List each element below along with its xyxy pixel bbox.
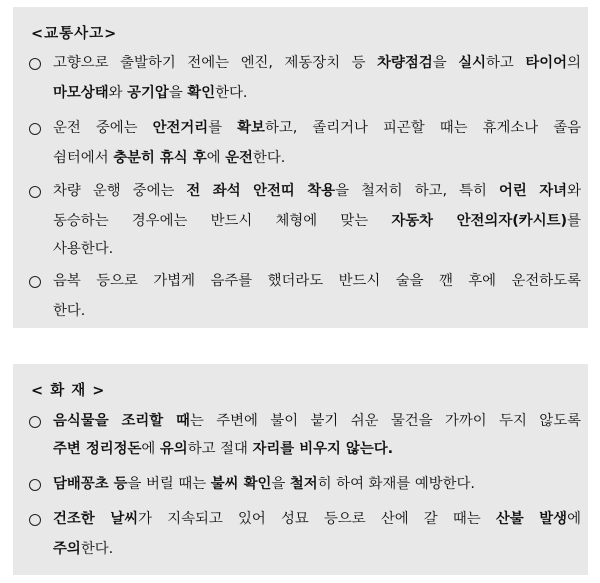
emphasis-text: 타이어 <box>525 55 568 71</box>
body-text: 와 <box>567 183 581 199</box>
bullet-circle-icon <box>29 479 41 491</box>
body-text: 와 <box>108 85 128 101</box>
emphasis-text: 안전거리 <box>152 120 209 136</box>
body-text: 을 <box>168 85 188 101</box>
traffic-item-2-line-2 <box>53 148 581 168</box>
body-text: 한다. <box>215 85 248 101</box>
body-text: 에 <box>206 150 226 166</box>
emphasis-text: 자리를 비우지 않는다. <box>252 441 394 457</box>
body-text: 사용한다. <box>53 241 114 257</box>
traffic-item-3-line-3 <box>53 239 581 259</box>
emphasis-text: 자동차 안전의자(카시트) <box>391 213 568 229</box>
fire-item-1-line-1 <box>53 411 581 431</box>
emphasis-text: 실시 <box>458 55 487 71</box>
emphasis-text: 차량점검 <box>377 55 433 71</box>
body-text: 동승하는 경우에는 반드시 체형에 맞는 <box>53 213 392 229</box>
body-text: 한다. <box>53 303 86 319</box>
body-text: 가 지속되고 있어 성묘 등으로 산에 갈 때는 <box>138 511 496 527</box>
body-text: 를 <box>208 120 238 136</box>
emphasis-text: 운전 <box>225 150 253 166</box>
body-text: 의 <box>567 55 581 71</box>
traffic-item-2-line-1 <box>53 118 581 138</box>
body-text: 하고, 졸리거나 피곤할 때는 휴게소나 졸음 <box>264 120 581 136</box>
body-text: 차량 운행 중에는 <box>53 183 187 199</box>
emphasis-text: 철저 <box>289 476 318 492</box>
emphasis-text: 불씨 확인 <box>210 476 272 492</box>
body-text: 음복 등으로 가볍게 음주를 했더라도 반드시 술을 깬 후에 운전하도록 <box>53 273 581 289</box>
body-text: 을 <box>271 476 290 492</box>
body-text: 는 주변에 불이 붙기 쉬운 물건을 가까이 두지 않도록 <box>189 413 582 429</box>
bullet-circle-icon <box>29 123 41 135</box>
fire-item-2-line-1 <box>53 474 581 494</box>
emphasis-text: 주의 <box>53 541 81 557</box>
fire-item-3-line-1 <box>53 509 581 529</box>
emphasis-text: 건조한 날씨 <box>53 511 139 527</box>
fire-item-3-line-2 <box>53 539 581 559</box>
body-text: 을 <box>432 55 459 71</box>
emphasis-text: 충분히 휴식 후 <box>113 150 207 166</box>
emphasis-text: 확보 <box>237 120 265 136</box>
emphasis-text: 주변 정리정돈 <box>53 441 142 457</box>
emphasis-text: 음식물을 조리할 때 <box>53 413 190 429</box>
bullet-circle-icon <box>29 514 41 526</box>
traffic-item-4-line-1 <box>53 271 581 291</box>
bullet-circle-icon <box>29 416 41 428</box>
body-text: 에 <box>567 511 581 527</box>
body-text: 를 <box>567 213 581 229</box>
bullet-circle-icon <box>29 276 41 288</box>
body-text: 을 버릴 때는 <box>127 476 211 492</box>
body-text: 한다. <box>252 150 286 166</box>
emphasis-text: 담배꽁초 등 <box>53 476 128 492</box>
traffic-item-1-line-1 <box>53 53 581 73</box>
bullet-circle-icon <box>29 58 41 70</box>
fire-box <box>13 364 588 575</box>
emphasis-text: 유의 <box>159 441 188 457</box>
traffic-accident-box <box>13 7 588 328</box>
body-text: 에 <box>141 441 160 457</box>
emphasis-text: 산불 발생 <box>495 511 568 527</box>
body-text: 하고 <box>486 55 526 71</box>
emphasis-text: 전 좌석 안전띠 착용 <box>186 183 336 199</box>
body-text: 쉼터에서 <box>53 150 114 166</box>
traffic-item-4-line-2 <box>53 301 581 321</box>
fire-heading: < 화 재 > <box>31 383 106 399</box>
emphasis-text: 마모상태 <box>53 85 109 101</box>
traffic-item-3-line-2 <box>53 211 581 231</box>
emphasis-text: 확인 <box>187 85 216 101</box>
body-text: 운전 중에는 <box>53 120 153 136</box>
fire-item-1-line-2 <box>53 439 581 459</box>
body-text: 한다. <box>80 541 114 557</box>
bullet-circle-icon <box>29 186 41 198</box>
traffic-item-3-line-1 <box>53 181 581 201</box>
body-text: 고향으로 출발하기 전에는 엔진, 제동장치 등 <box>53 55 378 71</box>
body-text: 하고 절대 <box>187 441 253 457</box>
body-text: 을 철저히 하고, 특히 <box>335 183 499 199</box>
traffic-heading: <교통사고> <box>31 26 118 42</box>
emphasis-text: 어린 자녀 <box>499 183 568 199</box>
emphasis-text: 공기압 <box>127 85 169 101</box>
body-text: 히 하여 화재를 예방한다. <box>317 476 475 492</box>
traffic-item-1-line-2 <box>53 83 581 103</box>
